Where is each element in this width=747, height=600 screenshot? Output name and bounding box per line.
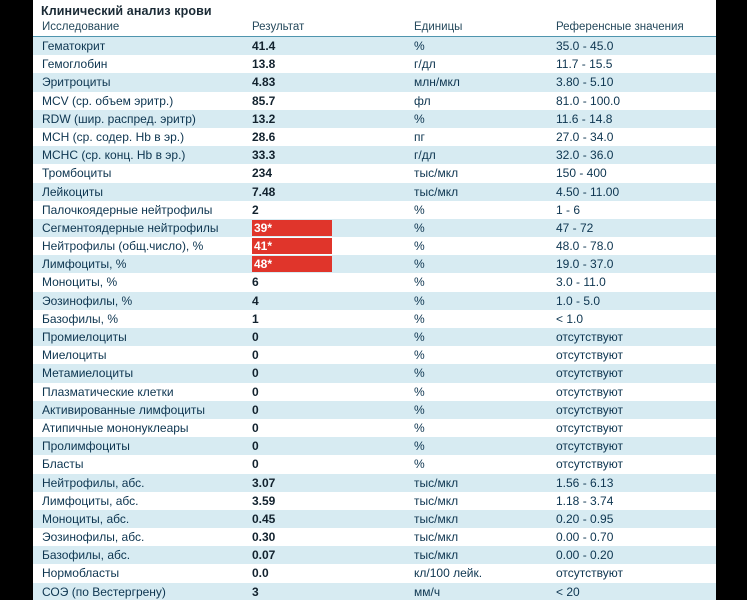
result-value: 85.7	[252, 93, 276, 108]
reference-range: 3.80 - 5.10	[556, 75, 614, 90]
result-value: 0.07	[252, 548, 276, 563]
result-value: 4.83	[252, 75, 276, 90]
test-name: MCV (ср. объем эритр.)	[42, 93, 174, 108]
table-row	[33, 474, 716, 492]
table-row	[33, 146, 716, 164]
unit: %	[414, 330, 425, 344]
result-value: 234	[252, 166, 273, 181]
table-row	[33, 164, 716, 182]
result-cell	[252, 419, 259, 437]
test-name: Нормобласты	[42, 566, 120, 581]
unit: %	[414, 293, 425, 308]
result-value: 4	[252, 293, 259, 308]
unit: %	[414, 202, 425, 217]
report-title: Клинический анализ крови	[41, 4, 212, 18]
test-name: RDW (шир. распред. эритр)	[42, 111, 196, 126]
unit: тыс/мкл	[414, 475, 459, 490]
header-reference: Референсные значения	[556, 21, 684, 33]
table-row	[33, 273, 716, 291]
result-cell	[252, 92, 275, 110]
result-cell	[252, 292, 259, 310]
reference-range: отсутствуют	[556, 384, 623, 399]
test-name: Активированные лимфоциты	[42, 402, 206, 417]
table-row	[33, 564, 716, 582]
reference-range: 4.50 - 11.00	[556, 184, 620, 199]
test-name: Эозинофилы, %	[42, 293, 133, 308]
reference-range: 32.0 - 36.0	[556, 148, 614, 163]
reference-range: отсутствуют	[556, 348, 623, 363]
unit: тыс/мкл	[414, 166, 459, 181]
result-cell	[252, 546, 275, 564]
result-cell	[252, 564, 269, 582]
reference-range: 1.18 - 3.74	[556, 493, 614, 508]
unit: %	[414, 220, 425, 235]
test-name: Лимфоциты, %	[42, 257, 127, 272]
unit: пг	[414, 129, 425, 144]
test-name: Плазматические клетки	[42, 384, 174, 399]
reference-range: 19.0 - 37.0	[556, 257, 614, 272]
table-row	[33, 383, 716, 401]
test-name: Метамиелоциты	[42, 366, 134, 381]
test-name: Тромбоциты	[42, 166, 112, 181]
result-value: 0.45	[252, 511, 276, 526]
test-name: Лейкоциты	[42, 184, 104, 199]
result-cell	[252, 237, 332, 255]
table-row	[33, 237, 716, 255]
reference-range: 47 - 72	[556, 220, 594, 235]
result-cell	[252, 183, 275, 201]
reference-range: 1.0 - 5.0	[556, 293, 601, 308]
test-name: Эозинофилы, абс.	[42, 530, 145, 545]
test-name: Бласты	[42, 457, 84, 472]
reference-range: 1 - 6	[556, 202, 581, 217]
result-value: 33.3	[252, 148, 276, 163]
test-name: СОЭ (по Вестергрену)	[42, 584, 166, 599]
unit: г/дл	[414, 57, 436, 72]
unit: %	[414, 239, 425, 254]
result-value: 3.07	[252, 475, 276, 490]
unit: %	[414, 457, 425, 472]
reference-range: 3.0 - 11.0	[556, 275, 606, 290]
test-name: Атипичные мононуклеары	[42, 420, 189, 435]
result-value: 7.48	[252, 184, 276, 199]
test-name: Лимфоциты, абс.	[42, 493, 139, 508]
reference-range: 150 - 400	[556, 166, 607, 181]
result-value: 0	[252, 330, 259, 344]
test-name: Моноциты, %	[42, 275, 118, 290]
unit: г/дл	[414, 148, 436, 163]
table-row	[33, 310, 716, 328]
results-table	[33, 18, 716, 600]
result-cell	[252, 492, 275, 510]
result-value: 0	[252, 366, 259, 381]
reference-range: 1.56 - 6.13	[556, 475, 614, 490]
result-cell	[252, 55, 275, 73]
result-cell	[252, 510, 275, 528]
reference-range: 11.7 - 15.5	[556, 57, 613, 72]
reference-range: отсутствуют	[556, 402, 623, 417]
result-value: 1	[252, 311, 259, 326]
unit: фл	[414, 93, 431, 108]
result-value: 0.0	[252, 566, 269, 581]
result-cell	[252, 255, 332, 273]
result-cell	[252, 73, 275, 91]
test-name: Гематокрит	[42, 39, 106, 53]
result-value: 0.30	[252, 530, 276, 545]
reference-range: отсутствуют	[556, 439, 623, 454]
reference-range: 35.0 - 45.0	[556, 39, 614, 53]
table-row	[33, 110, 716, 128]
table-row	[33, 219, 716, 237]
result-cell	[252, 455, 259, 473]
unit: тыс/мкл	[414, 548, 459, 563]
unit: тыс/мкл	[414, 530, 459, 545]
reference-range: 81.0 - 100.0	[556, 93, 621, 108]
result-value: 0	[252, 420, 259, 435]
table-header-row	[33, 18, 716, 37]
unit: кл/100 лейк.	[414, 566, 483, 581]
result-cell	[252, 201, 259, 219]
lab-report-sheet	[33, 0, 716, 600]
result-value: 0	[252, 402, 259, 417]
table-row	[33, 292, 716, 310]
table-row	[33, 73, 716, 91]
test-name: Нейтрофилы (общ.число), %	[42, 239, 204, 254]
result-cell	[252, 219, 332, 237]
reference-range: отсутствуют	[556, 457, 623, 472]
reference-range: 0.00 - 0.70	[556, 530, 614, 545]
reference-range: 11.6 - 14.8	[556, 111, 613, 126]
reference-range: отсутствуют	[556, 330, 623, 344]
table-body	[33, 37, 716, 600]
reference-range: 0.00 - 0.20	[556, 548, 614, 563]
result-value: 3	[252, 584, 259, 599]
table-row	[33, 328, 716, 346]
table-row	[33, 455, 716, 473]
result-value: 28.6	[252, 129, 276, 144]
unit: мм/ч	[414, 584, 441, 599]
result-value: 0	[252, 348, 259, 363]
unit: %	[414, 366, 425, 381]
header-units: Единицы	[414, 21, 463, 33]
result-cell	[252, 383, 259, 401]
table-row	[33, 128, 716, 146]
reference-range: < 1.0	[556, 311, 584, 326]
result-value: 2	[252, 202, 259, 217]
result-cell	[252, 401, 259, 419]
table-row	[33, 546, 716, 564]
test-name: Сегментоядерные нейтрофилы	[42, 220, 219, 235]
result-cell	[252, 328, 259, 346]
result-value: 13.8	[252, 57, 276, 72]
unit: %	[414, 257, 425, 272]
test-name: MCH (ср. содер. Hb в эр.)	[42, 129, 185, 144]
result-cell	[252, 128, 275, 146]
result-cell	[252, 474, 275, 492]
table-row	[33, 437, 716, 455]
unit: %	[414, 311, 425, 326]
unit: %	[414, 439, 425, 454]
result-value: 3.59	[252, 493, 276, 508]
table-row	[33, 37, 716, 55]
table-row	[33, 92, 716, 110]
result-cell	[252, 346, 259, 364]
result-cell	[252, 110, 275, 128]
unit: %	[414, 275, 425, 290]
result-cell	[252, 583, 259, 600]
test-name: Гемоглобин	[42, 57, 108, 72]
table-row	[33, 419, 716, 437]
unit: %	[414, 348, 425, 363]
result-value-flagged: 41*	[252, 238, 332, 254]
result-cell	[252, 164, 272, 182]
test-name: Пролимфоциты	[42, 439, 130, 454]
reference-range: отсутствуют	[556, 566, 623, 581]
result-cell	[252, 37, 275, 55]
unit: %	[414, 39, 425, 53]
unit: %	[414, 111, 425, 126]
unit: %	[414, 402, 425, 417]
reference-range: < 20	[556, 584, 580, 599]
table-row	[33, 528, 716, 546]
unit: млн/мкл	[414, 75, 460, 90]
result-value: 41.4	[252, 39, 276, 53]
unit: тыс/мкл	[414, 493, 459, 508]
test-name: Нейтрофилы, абс.	[42, 475, 145, 490]
result-cell	[252, 310, 259, 328]
test-name: Базофилы, абс.	[42, 548, 131, 563]
result-value-flagged: 48*	[252, 256, 332, 272]
unit: %	[414, 420, 425, 435]
header-test: Исследование	[42, 21, 120, 33]
table-row	[33, 255, 716, 273]
result-cell	[252, 364, 259, 382]
table-row	[33, 401, 716, 419]
result-cell	[252, 146, 275, 164]
header-result: Результат	[252, 21, 305, 33]
result-value: 0	[252, 457, 259, 472]
table-row	[33, 201, 716, 219]
result-value: 13.2	[252, 111, 276, 126]
reference-range: отсутствуют	[556, 420, 623, 435]
test-name: MCHC (ср. конц. Hb в эр.)	[42, 148, 186, 163]
unit: тыс/мкл	[414, 511, 459, 526]
test-name: Миелоциты	[42, 348, 107, 363]
table-row	[33, 346, 716, 364]
test-name: Базофилы, %	[42, 311, 118, 326]
result-cell	[252, 437, 259, 455]
table-row	[33, 55, 716, 73]
result-cell	[252, 273, 259, 291]
result-value: 6	[252, 275, 259, 290]
result-value: 0	[252, 439, 259, 454]
table-row	[33, 183, 716, 201]
table-row	[33, 492, 716, 510]
test-name: Эритроциты	[42, 75, 111, 90]
reference-range: 48.0 - 78.0	[556, 239, 614, 254]
unit: %	[414, 384, 425, 399]
reference-range: 27.0 - 34.0	[556, 129, 614, 144]
unit: тыс/мкл	[414, 184, 459, 199]
table-row	[33, 510, 716, 528]
test-name: Моноциты, абс.	[42, 511, 130, 526]
result-value-flagged: 39*	[252, 220, 332, 236]
table-row	[33, 583, 716, 600]
test-name: Палочкоядерные нейтрофилы	[42, 202, 213, 217]
table-row	[33, 364, 716, 382]
reference-range: 0.20 - 0.95	[556, 511, 614, 526]
result-cell	[252, 528, 275, 546]
test-name: Промиелоциты	[42, 330, 127, 344]
reference-range: отсутствуют	[556, 366, 623, 381]
result-value: 0	[252, 384, 259, 399]
